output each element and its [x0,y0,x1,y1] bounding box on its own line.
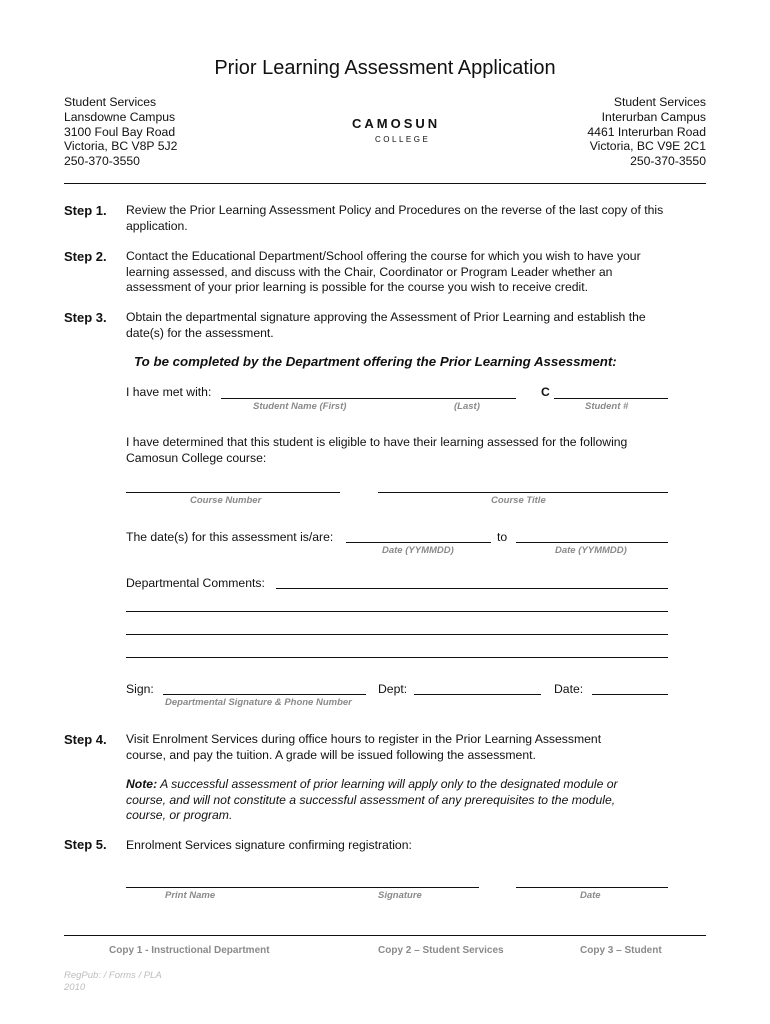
eligible-statement: I have determined that this student is eligible to have their learning assessed for the following Camosun College course: [126,435,628,465]
step-4-text: Visit Enrolment Services during office hours to register in the Prior Learning Assessment course, and pay the tuition. A grade will be issued following the assessment. [126,732,602,762]
hint-student-last: (Last) [454,401,480,412]
hint-dept-signature: Departmental Signature & Phone Number [165,697,352,708]
comments-label: Departmental Comments: [126,576,265,590]
step-3-text: Obtain the departmental signature approving the Assessment of Prior Learning and establish the date(s) for the assessment. [126,310,646,340]
student-number-field[interactable] [554,398,668,399]
footer-divider [64,935,706,936]
step-4-label: Step 4. [64,732,107,747]
left-phone: 250-370-3550 [64,154,140,169]
signature-field[interactable] [163,694,366,695]
lansdowne-address [64,95,177,169]
note-text: A successful assessment of prior learning will apply only to the designated module or course, and will not constitute a successful assessment of any prerequisites to the module, course, or program. [126,777,618,822]
interurban-address [587,95,706,169]
comments-line-4[interactable] [126,657,668,658]
left-street: 3100 Foul Bay Road [64,124,176,139]
met-with-label: I have met with: [126,385,212,399]
right-city: Victoria, BC V9E 2C1 [589,139,706,154]
department-section-heading: To be completed by the Department offering the Prior Learning Assessment: [134,354,617,369]
comments-line-2[interactable] [126,611,668,612]
step-5-text: Enrolment Services signature confirming registration: [126,838,412,852]
course-title-field[interactable] [378,492,668,493]
logo-wordmark: CAMOSUN [352,116,441,131]
logo-subtitle: COLLEGE [375,135,431,144]
to-label: to [497,530,508,544]
date-label: Date: [554,682,584,696]
enrolment-name-signature-field[interactable] [126,887,479,888]
step-1-text: Review the Prior Learning Assessment Policy and Procedures on the reverse of the last copy of this application. [126,203,664,233]
copy-3-label: Copy 3 – Student [580,945,662,956]
hint-course-number: Course Number [190,495,262,506]
hint-print-name: Print Name [165,890,216,901]
step-1-label: Step 1. [64,203,107,218]
regpub-line-1: RegPub: / Forms / PLA [64,970,162,981]
left-city: Victoria, BC V8P 5J2 [64,139,178,154]
date-field[interactable] [592,694,668,695]
date-to-field[interactable] [516,542,668,543]
note-label: Note: [126,777,158,791]
assessment-dates-label: The date(s) for this assessment is/are: [126,530,334,544]
step-2-text: Contact the Educational Department/School offering the course for which you wish to have your learning assessed, and discuss with the Chair, Coordinator or Program Leader whether an assessment of your prior learning is possible for the course you wish to receive credit. [126,249,641,294]
page-title: Prior Learning Assessment Application [214,57,556,79]
sign-label: Sign: [126,682,154,696]
student-name-field[interactable] [221,398,516,399]
right-phone: 250-370-3550 [630,154,706,169]
hint-date: Date [580,890,601,901]
right-office: Student Services [613,95,706,109]
left-office: Student Services [64,95,157,109]
hint-student-number: Student # [585,401,629,412]
dept-field[interactable] [414,694,541,695]
regpub-code [64,970,162,994]
hint-course-title: Course Title [491,495,546,506]
step-2-label: Step 2. [64,249,107,264]
header-divider [64,183,706,184]
enrolment-date-field[interactable] [516,887,668,888]
c-prefix-label: C [541,385,550,399]
right-street: 4461 Interurban Road [587,124,706,139]
comments-line-3[interactable] [126,634,668,635]
date-from-field[interactable] [346,542,491,543]
hint-date-to: Date (YYMMDD) [555,545,627,556]
dept-label: Dept: [378,682,408,696]
comments-line-1[interactable] [276,588,668,589]
hint-date-from: Date (YYMMDD) [382,545,454,556]
note-block [126,777,646,824]
camosun-logo [320,94,460,166]
hint-signature: Signature [378,890,422,901]
left-campus: Lansdowne Campus [64,109,176,124]
copy-2-label: Copy 2 – Student Services [378,945,504,956]
step-5-label: Step 5. [64,837,107,852]
step-3-label: Step 3. [64,310,107,325]
hint-student-first: Student Name (First) [253,401,347,412]
regpub-line-2: 2010 [64,982,86,993]
right-campus: Interurban Campus [601,109,706,124]
course-number-field[interactable] [126,492,340,493]
copy-1-label: Copy 1 - Instructional Department [109,945,270,956]
